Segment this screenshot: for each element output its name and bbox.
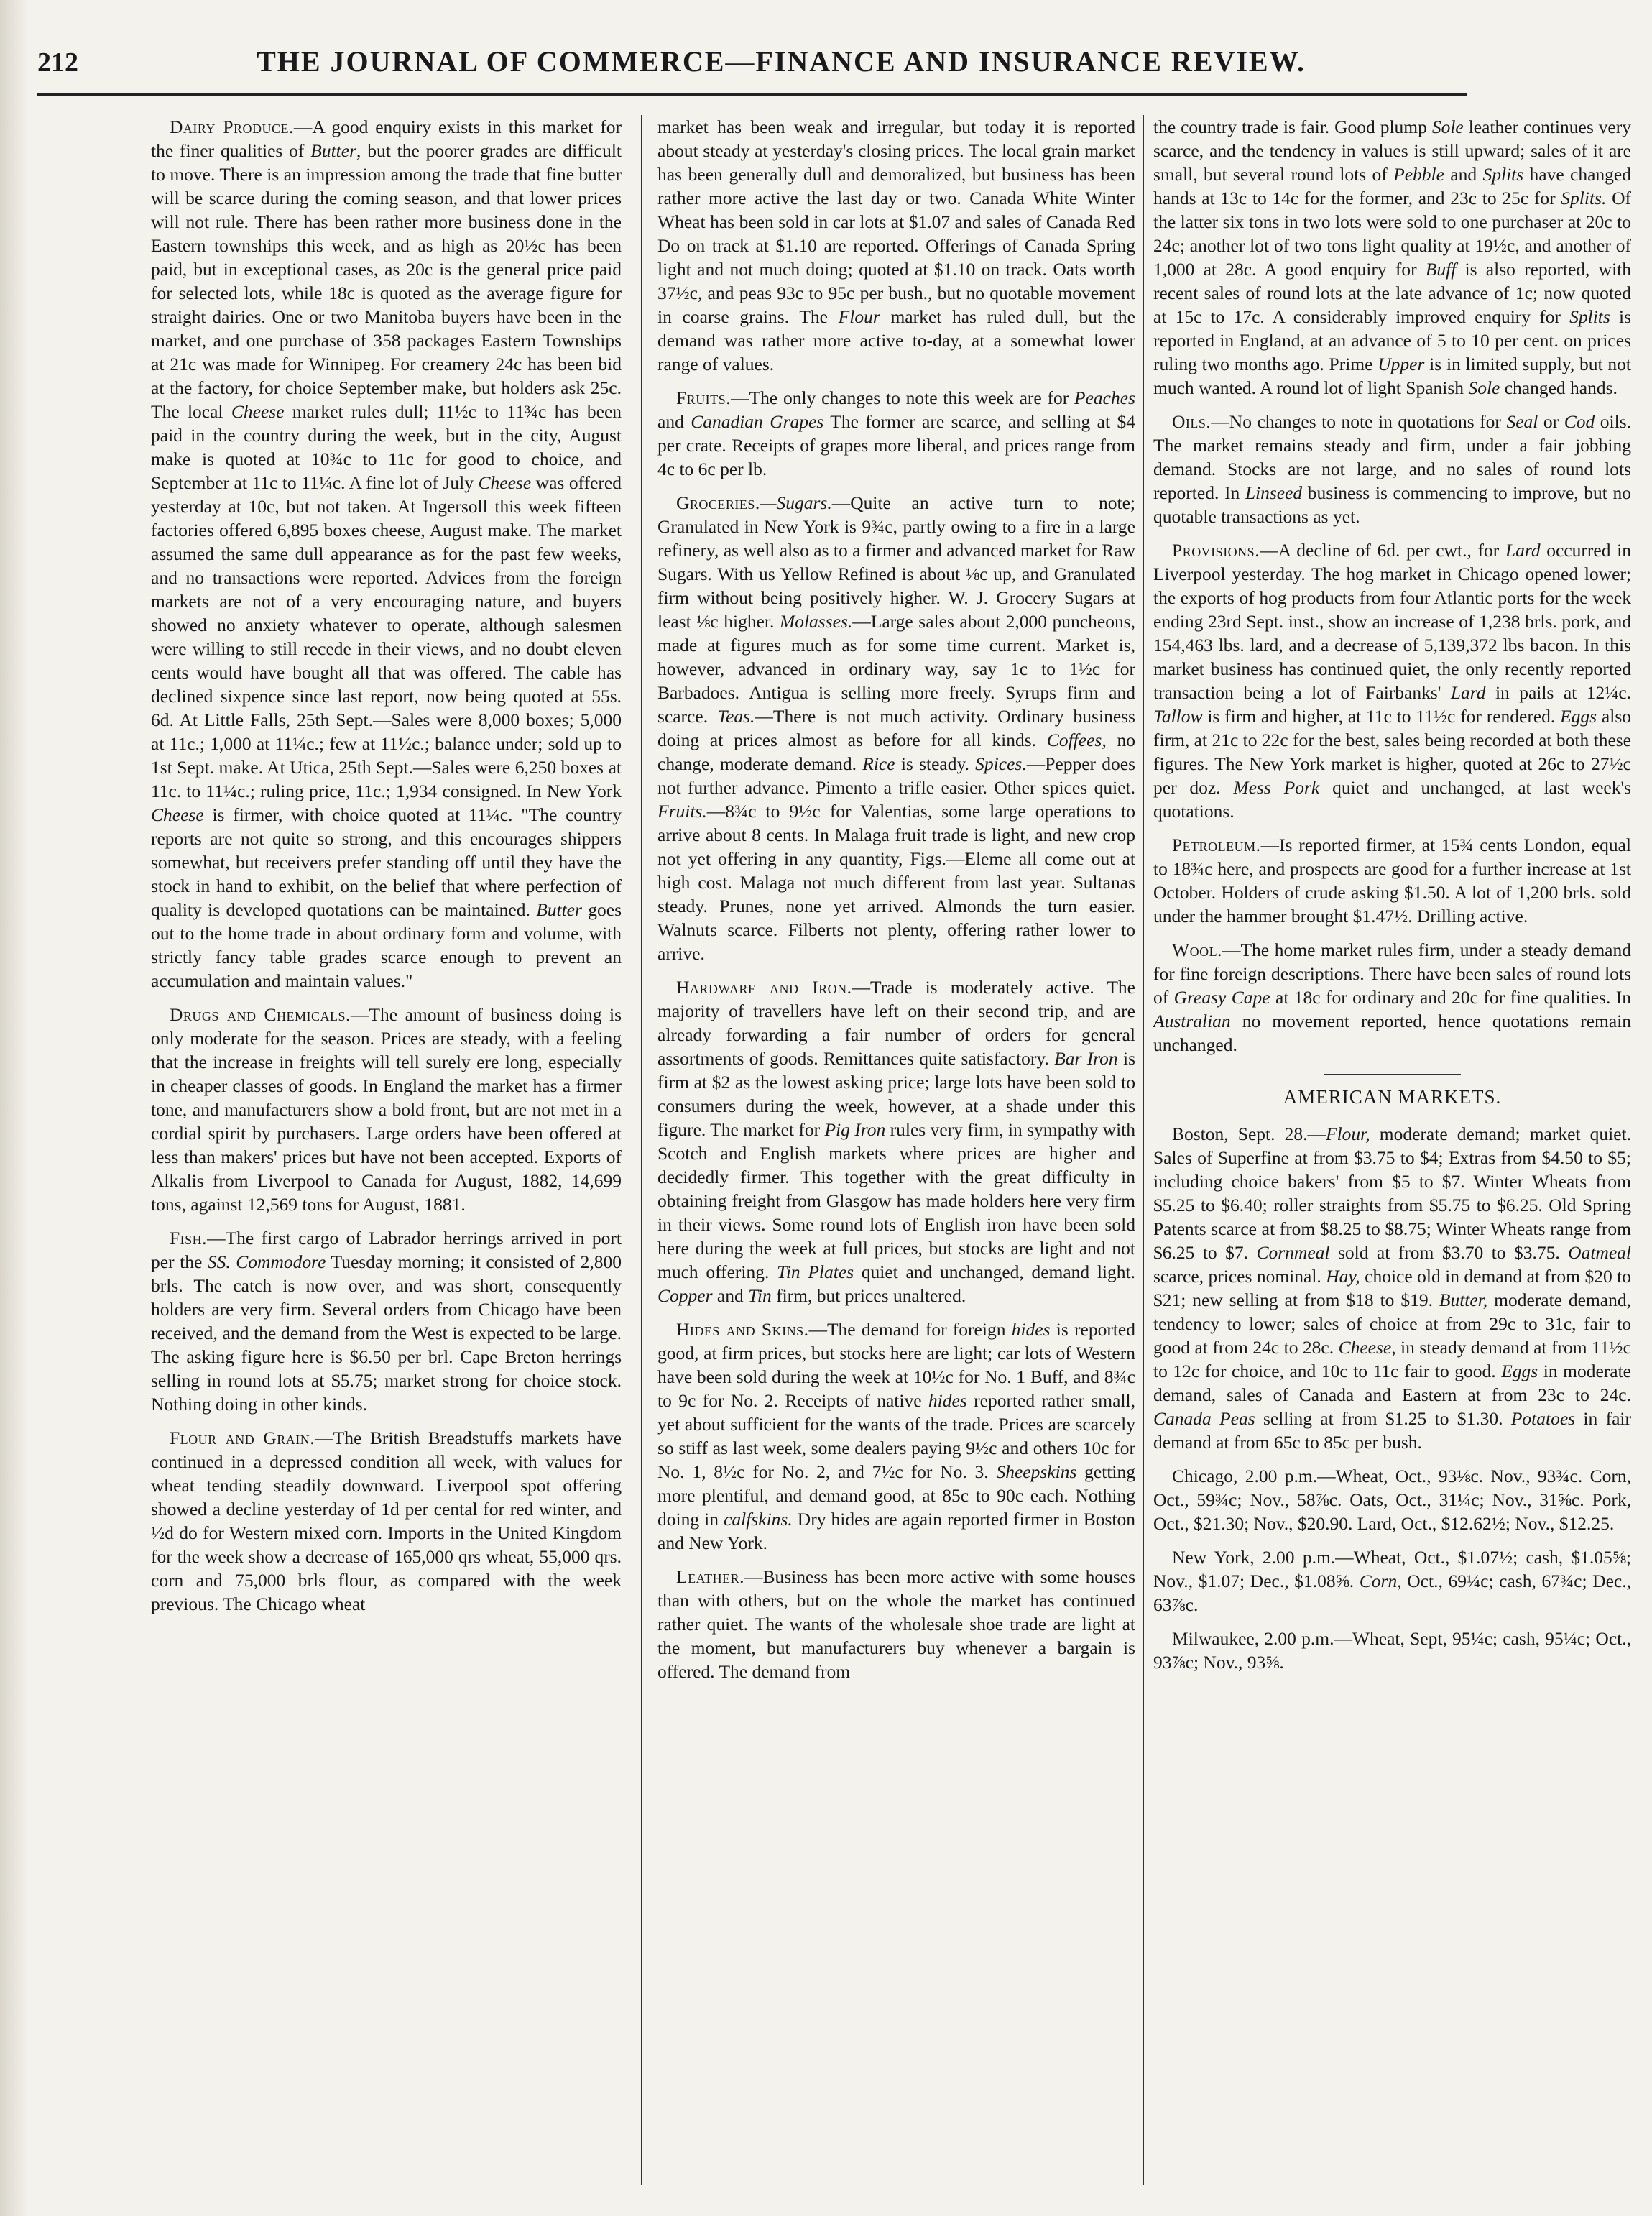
section-heading: Fish. [170, 1228, 208, 1249]
journal-title: THE JOURNAL OF COMMERCE—FINANCE AND INSURANCE REVIEW. [257, 45, 1306, 78]
leather-continued: the country trade is fair. Good plump Sole leather continues very scarce, and the tendency in values is still upward; sales of it are small, but several round lots of Pebble and Splits have changed hands at 13c to 14c for the former, and 23c to 25c for Splits. Of the latter six tons in two lots were sold to one purchaser at 20c to 24c; another lot of two tons light quality at 19½c, and another of 1,000 at 28c. A good enquiry for Buff is also reported, with recent sales of round lots at the late advance of 1c; now quoted at 15c to 17c. A considerably improved enquiry for Splits is reported in England, at an advance of 5 to 10 per cent. on prices ruling two months ago. Prime Upper is in limited supply, but not much wanted. A round lot of light Spanish Sole changed hands. [1153, 116, 1631, 398]
leather-article: Leather.—Business has been more active with some houses than with others, but on the whole the market has continued rather quiet. The wants of the wholesale shoe trade are light at the moment, but manufacturers buy whenever a bargain is offered. The demand from [657, 1566, 1135, 1682]
column-divider [1143, 115, 1144, 2185]
section-heading: Dairy Produce. [170, 116, 294, 137]
page-header [37, 45, 1431, 88]
page-number: 212 [37, 47, 78, 78]
drugs-chemicals-article: Drugs and Chemicals.—The amount of business doing is only moderate for the season. Prices are steady, with a feeling that the increase in freights will tell surely ere long, especially in cheaper classes of goods. In England the market has a firmer tone, and manufacturers show a bold front, but are not met in a cordial spirit by purchasers. Large orders have been offered at less than makers' prices but have not been accepted. Exports of Alkalis from Liverpool to Canada for August, 1882, 14,699 tons, against 12,569 tons for August, 1881. [151, 1004, 622, 1215]
wool-article: Wool.—The home market rules firm, under a steady demand for fine foreign descriptions. There have been sales of round lots of Greasy Cape at 18c for ordinary and 20c for fine qualities. In Australian no movement reported, hence quotations remain unchanged. [1153, 939, 1631, 1055]
flour-grain-continued: market has been weak and irregular, but today it is reported about steady at yesterday's closing prices. The local grain market has been generally dull and demoralized, but business has been rather more active the last day or two. Canada White Winter Wheat has been sold in car lots at $1.07 and sales of Canada Red Do on track at $1.10 are reported. Offerings of Canada Spring light and not much doing; quoted at $1.10 on track. Oats worth 37½c, and peas 93c to 95c per bush., but no quotable movement in coarse grains. The Flour market has ruled dull, but the demand was rather more active to-day, at a somewhat lower range of values. [657, 116, 1135, 374]
new-york-market: New York, 2.00 p.m.—Wheat, Oct., $1.07½; cash, $1.05⅝; Nov., $1.07; Dec., $1.08⅝. Corn, Oct., 69¼c; cash, 67¾c; Dec., 63⅞c. [1153, 1547, 1631, 1615]
page-binding-shadow [0, 0, 29, 2216]
section-heading: Hides and Skins. [676, 1319, 809, 1340]
fish-article: Fish.—The first cargo of Labrador herrings arrived in port per the SS. Commodore Tuesday morning; it consisted of 2,800 brls. The catch is now over, and was short, consequently holders are very firm. Several orders from Chicago have been received, and the demand from the West is expected to be large. The asking figure here is $6.50 per brl. Cape Breton herrings selling in round lots at $5.75; market strong for choice stock. Nothing doing in other kinds. [151, 1228, 622, 1415]
section-heading: Drugs and Chemicals. [170, 1004, 351, 1025]
section-heading: Groceries. [676, 492, 760, 513]
hardware-iron-article: Hardware and Iron.—Trade is moderately active. The majority of travellers have left on their second trip, and are already forwarding a fair number of orders for general assortments of goods. Remittances quite satisfactory. Bar Iron is firm at $2 as the lowest asking price; large lots have been sold to consumers during the week, however, at a shade under this figure. The market for Pig Iron rules very firm, in sympathy with Scotch and English markets where prices are higher and decidedly firmer. This together with the great difficulty in obtaining freight from Glasgow has made holders here very firm in their views. Some round lots of English iron have been sold here during the week at full prices, but stocks are light and not much offering. Tin Plates quiet and unchanged, demand light. Copper and Tin firm, but prices unaltered. [657, 977, 1135, 1306]
hides-skins-article: Hides and Skins.—The demand for foreign hides is reported good, at firm prices, but stocks here are light; car lots of Western have been sold during the week at 10½c for No. 1 Buff, and 8¾c to 9c for No. 2. Receipts of native hides reported rather small, yet about sufficient for the wants of the trade. Prices are scarcely so stiff as last week, some dealers paying 9½c and others 10c for No. 1, 8½c for No. 2, and 7½c for No. 3. Sheepskins getting more plentiful, and demand good, at 85c to 90c each. Nothing doing in calfskins. Dry hides are again reported firmer in Boston and New York. [657, 1319, 1135, 1553]
section-heading: Leather. [676, 1566, 744, 1587]
petroleum-article: Petroleum.—Is reported firmer, at 15¾ cents London, equal to 18¾c here, and prospects are good for a further increase at 1st October. Holders of crude asking $1.50. A lot of 1,200 brls. sold under the hammer brought $1.47½. Drilling active. [1153, 835, 1631, 927]
header-rule [37, 93, 1467, 96]
groceries-article: Groceries.—Sugars.—Quite an active turn to note; Granulated in New York is 9¾c, partly owing to a fire in a large refinery, as well also as to a firmer and advanced market for Raw Sugars. With us Yellow Refined is about ⅛c up, and Granulated firm without being positively higher. W. J. Grocery Sugars at least ⅛c higher. Molasses.—Large sales about 2,000 puncheons, made at figures much as for some time current. Market is, however, advanced in ordinary way, say 1c to 1½c for Barbadoes. Antigua is selling more freely. Syrups firm and scarce. Teas.—There is not much activity. Ordinary business doing at prices almost as before for all kinds. Coffees, no change, moderate demand. Rice is steady. Spices.—Pepper does not further advance. Pimento a trifle easier. Other spices quiet. Fruits.—8¾c to 9½c for Valentias, some large operations to arrive about 8 cents. In Malaga fruit trade is light, and new crop not yet offering in any quantity, Figs.—Eleme all come out at high cost. Malaga not much different from last year. Sultanas steady. Prunes, none yet arrived. Almonds the turn easier. Walnuts scarce. Filberts not plenty, offering rather lower to arrive. [657, 492, 1135, 964]
column-divider [641, 115, 642, 2185]
section-heading: Petroleum. [1172, 835, 1261, 855]
milwaukee-market: Milwaukee, 2.00 p.m.—Wheat, Sept, 95¼c; cash, 95¼c; Oct., 93⅞c; Nov., 93⅝. [1153, 1628, 1631, 1673]
section-heading: Wool. [1172, 939, 1222, 960]
section-heading: Flour and Grain. [170, 1427, 315, 1448]
section-rule [1324, 1074, 1461, 1075]
flour-grain-article: Flour and Grain.—The British Breadstuffs markets have continued in a depressed condition all week, with values for wheat tending steadily downward. Liverpool spot offering showed a decline yesterday of 1d per cental for red winter, and ½d do for Western mixed corn. Imports in the United Kingdom for the week show a decrease of 165,000 qrs wheat, 55,000 qrs. corn and 75,000 brls flour, as compared with the week previous. The Chicago wheat [151, 1427, 622, 1614]
section-heading: Provisions. [1172, 540, 1260, 561]
fruits-article: Fruits.—The only changes to note this week are for Peaches and Canadian Grapes The former are scarce, and selling at $4 per crate. Receipts of grapes more liberal, and prices range from 4c to 6c per lb. [657, 387, 1135, 479]
section-heading: Fruits. [676, 387, 732, 408]
boston-market: Boston, Sept. 28.—Flour, moderate demand; market quiet. Sales of Superfine at from $3.75 to $4; Extras from $4.50 to $5; including choice bakers' from $5 to $7. Winter Wheats from $5.25 to $6.40; roller straights from $5.75 to $6.25. Old Spring Patents scarce at from $8.25 to $8.75; Winter Wheats range from $6.25 to $7. Cornmeal sold at from $3.70 to $3.75. Oatmeal scarce, prices nominal. Hay, choice old in demand at from $20 to $21; new selling at from $18 to $19. Butter, moderate demand, tendency to lower; sales of choice at from 29c to 31c, fair to good at from 24c to 28c. Cheese, in steady demand at from 11½c to 12c for choice, and 10c to 11c fair to good. Eggs in moderate demand, sales of Canada and Eastern at from 23c to 24c. Canada Peas selling at from $1.25 to $1.30. Potatoes in fair demand at from 65c to 85c per bush. [1153, 1123, 1631, 1453]
column-2 [657, 115, 1135, 2192]
oils-article: Oils.—No changes to note in quotations for Seal or Cod oils. The market remains steady and firm, under a fair jobbing demand. Stocks are not large, and no sales of round lots reported. In Linseed business is commencing to improve, but no quotable transactions as yet. [1153, 411, 1631, 527]
provisions-article: Provisions.—A decline of 6d. per cwt., for Lard occurred in Liverpool yesterday. The hog market in Chicago opened lower; the exports of hog products from four Atlantic ports for the week ending 23rd Sept. inst., show an increase of 1,238 brls. pork, and 154,463 lbs. lard, and a decrease of 5,139,372 lbs bacon. In this market business has continued quiet, the only recently reported transaction being a lot of Fairbanks' Lard in pails at 12¼c. Tallow is firm and higher, at 11c to 11½c for rendered. Eggs also firm, at 21c to 22c for the best, sales being recorded at both these figures. The New York market is higher, quoted at 26c to 27½c per doz. Mess Pork quiet and unchanged, at last week's quotations. [1153, 540, 1631, 822]
dairy-produce-article: Dairy Produce.—A good enquiry exists in this market for the finer qualities of Butter, but the poorer grades are difficult to move. There is an impression among the trade that fine butter will be scarce during the coming season, and that lower prices will not rule. There has been rather more business done in the Eastern townships this week, and as high as 20½c has been paid, but in exceptional cases, as 20c is the general price paid for selected lots, while 18c is quoted as the average figure for straight dairies. One or two Manitoba buyers have been in the market, and one purchase of 358 packages Eastern Townships at 21c was made for Winnipeg. For creamery 24c has been bid at the factory, for choice September make, but holders ask 25c. The local Cheese market rules dull; 11½c to 11¾c has been paid in the country during the week, but in the city, August make is quoted at 10¾c to 11c for good to choice, and September at 11c to 11¼c. A fine lot of July Cheese was offered yesterday at 10c, but not taken. At Ingersoll this week fifteen factories offered 6,895 boxes cheese, August make. The market assumed the same dull appearance as for the past few weeks, and no transactions were reported. Advices from the foreign markets are not of a very encouraging nature, and buyers showed no anxiety whatever to operate, although salesmen were willing to still recede in their views, and no doubt eleven cents would have bought all that was offered. The cable has declined sixpence since last report, now being quoted at 55s. 6d. At Little Falls, 25th Sept.—Sales were 8,000 boxes; 5,000 at 11c.; 1,000 at 11¼c.; few at 11½c.; balance under; sold up to 1st Sept. make. At Utica, 25th Sept.—Sales were 6,250 boxes at 11c. to 11¼c.; ruling price, 11c.; 1,934 consigned. In New York Cheese is firmer, with choice quoted at 11¼c. "The country reports are not quite so strong, and this encourages shippers somewhat, but receivers prefer standing off until they have the stock in hand to exhibit, on the belief that where perfection of quality is developed quotations can be maintained. Butter goes out to the home trade in about ordinary form and volume, with strictly fancy table grades scarce enough to prevent an accumulation and maintain values." [151, 116, 622, 991]
section-heading: Hardware and Iron. [676, 977, 852, 998]
column-3 [1153, 115, 1631, 2192]
section-heading: Oils. [1172, 411, 1212, 432]
column-1 [151, 115, 622, 2192]
american-markets-heading: AMERICAN MARKETS. [1283, 1086, 1502, 1108]
chicago-market: Chicago, 2.00 p.m.—Wheat, Oct., 93⅛c. Nov., 93¾c. Corn, Oct., 59¾c; Nov., 58⅞c. Oats, Oct., 31¼c; Nov., 31⅝c. Pork, Oct., $21.30; Nov., $20.90. Lard, Oct., $12.62½; Nov., $12.25. [1153, 1466, 1631, 1534]
